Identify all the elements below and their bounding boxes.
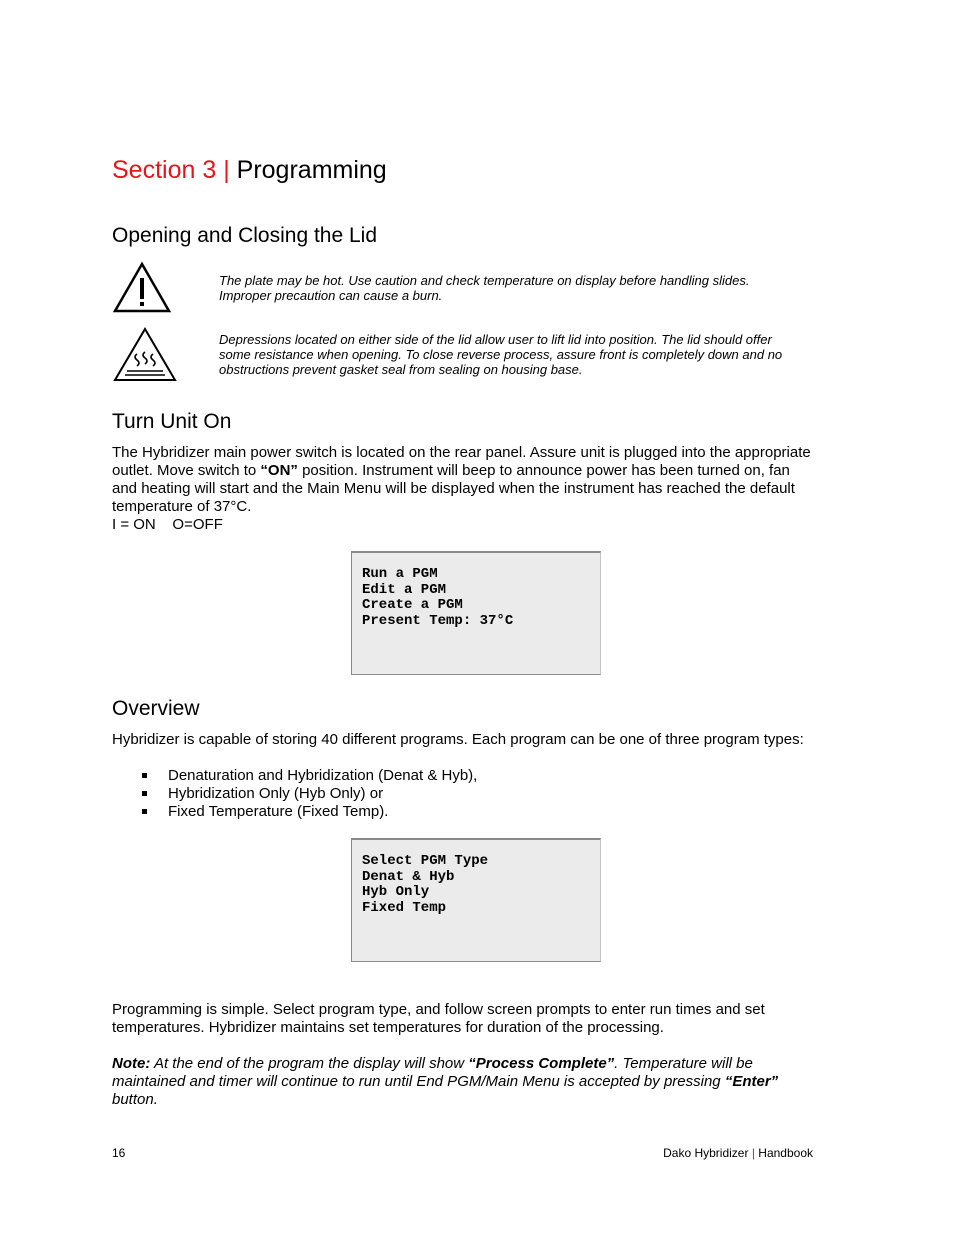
note-label: Note: [112, 1055, 151, 1072]
list-item: Fixed Temperature (Fixed Temp). [112, 803, 477, 821]
lid-heading: Opening and Closing the Lid [112, 224, 378, 247]
text-run: outlet. Move switch to [112, 462, 261, 479]
paragraph-line: temperatures. Hybridizer maintains set temperatures for duration of the processing. [112, 1019, 664, 1036]
footer-separator: | [751, 1146, 755, 1160]
section-label: Section 3 [112, 156, 217, 184]
hot-surface-line: obstructions prevent gasket seal from sealing on housing base. [219, 362, 583, 377]
hot-surface-text [219, 332, 819, 377]
display-line: Denat & Hyb [362, 868, 455, 885]
paragraph-line: button. [112, 1091, 158, 1108]
display-line: Select PGM Type [362, 853, 489, 869]
display-line: Edit a PGM [362, 581, 447, 598]
warning-line: Improper precaution can cause a burn. [219, 288, 443, 303]
warning-line: The plate may be hot. Use caution and check temperature on display before handling slides. [219, 273, 750, 288]
footer-product: Dako Hybridizer [663, 1146, 749, 1160]
display-line: Fixed Temp [362, 899, 447, 916]
title-separator: | [223, 156, 230, 184]
text-run: . Temperature will be [614, 1055, 753, 1072]
paragraph-line: The Hybridizer main power switch is located on the rear panel. Assure unit is plugged into the appropriate [112, 444, 811, 461]
turn-on-paragraph [112, 444, 852, 534]
display-line: Hyb Only [362, 884, 430, 900]
display-line: Create a PGM [362, 597, 463, 613]
footer-title [663, 1146, 813, 1160]
display-line: Run a PGM [362, 566, 438, 582]
programming-paragraph [112, 1001, 852, 1037]
page-number: 16 [112, 1146, 126, 1160]
page-title: Programming [236, 156, 387, 184]
hot-surface-line: Depressions located on either side of the lid allow user to lift lid into position. The lid should offer [219, 332, 772, 347]
on-label: “ON” [260, 462, 298, 479]
list-item: Denaturation and Hybridization (Denat & Hyb), [112, 767, 477, 785]
enter-label: “Enter” [724, 1073, 779, 1090]
paragraph-line [112, 1073, 852, 1091]
paragraph-line: Programming is simple. Select program type, and follow screen prompts to enter run times and set [112, 1001, 765, 1018]
paragraph-line: temperature of 37°C. [112, 498, 252, 515]
switch-legend: I = ON O=OFF [112, 516, 223, 533]
hot-surface-line: some resistance when opening. To close reverse process, assure front is completely down and no [219, 347, 783, 362]
main-menu-display [351, 551, 601, 675]
warning-text [219, 273, 819, 303]
text-run: position. Instrument will beep to announce power has been turned on, fan [297, 462, 790, 479]
paragraph-line: and heating will start and the Main Menu will be displayed when the instrument has reached the default [112, 480, 795, 497]
list-item: Hybridization Only (Hyb Only) or [112, 785, 477, 803]
hot-surface-icon [113, 327, 177, 383]
overview-intro: Hybridizer is capable of storing 40 different programs. Each program can be one of three program types: [112, 731, 804, 748]
process-complete-label: “Process Complete” [468, 1055, 615, 1072]
text-run: At the end of the program the display will show [150, 1055, 469, 1072]
warning-triangle-icon [112, 261, 172, 314]
paragraph-line [112, 1055, 852, 1073]
overview-heading: Overview [112, 697, 200, 720]
program-type-list [112, 767, 477, 821]
section-title [112, 156, 387, 185]
paragraph-line [112, 462, 852, 480]
select-type-display [351, 838, 601, 962]
footer-doc: Handbook [758, 1146, 813, 1160]
turn-on-heading: Turn Unit On [112, 410, 232, 433]
display-line: Present Temp: 37°C [362, 612, 514, 629]
note-paragraph [112, 1055, 852, 1109]
text-run: maintained and timer will continue to run until End PGM/Main Menu is accepted by pressing [112, 1073, 725, 1090]
